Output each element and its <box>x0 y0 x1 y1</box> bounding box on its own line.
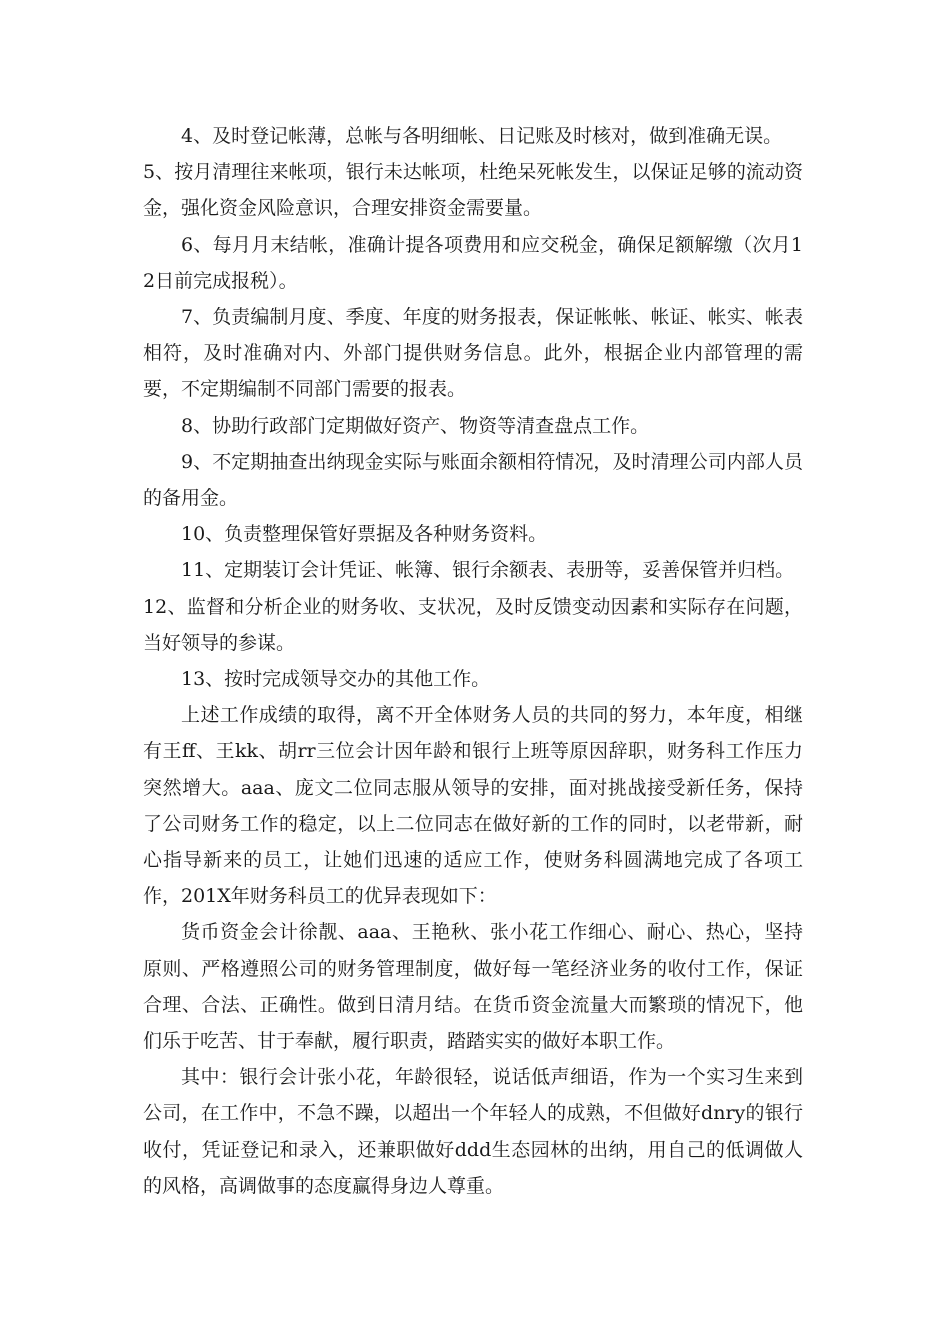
paragraph-item-10: 10、负责整理保管好票据及各种财务资料。 <box>181 523 548 546</box>
paragraph-item-11: 11、定期装订会计凭证、帐簿、银行余额表、表册等，妥善保管并归档。 <box>181 559 795 582</box>
document-page <box>143 118 803 1204</box>
paragraph-bank-accountant: 其中：银行会计张小花，年龄很轻，说话低声细语，作为一个实习生来到公司，在工作中，不急不躁，以超出一个年轻人的成熟，不但做好dnry的银行收付，凭证登记和录入，还兼职做好ddd生态园林的出纳，用自己的低调做人的风格，高调做事的态度赢得身边人尊重。 <box>143 1066 803 1197</box>
paragraph-item-13: 13、按时完成领导交办的其他工作。 <box>181 668 491 691</box>
paragraph-item-7: 7、负责编制月度、季度、年度的财务报表，保证帐帐、帐证、帐实、帐表相符，及时准确对内、外部门提供财务信息。此外，根据企业内部管理的需要，不定期编制不同部门需要的报表。 <box>143 306 803 401</box>
paragraph-item-9: 9、不定期抽查出纳现金实际与账面余额相符情况，及时清理公司内部人员的备用金。 <box>143 450 803 510</box>
paragraph-cash-accountants: 货币资金会计徐靓、aaa、王艳秋、张小花工作细心、耐心、热心，坚持原则、严格遵照公司的财务管理制度，做好每一笔经济业务的收付工作，保证合理、合法、正确性。做到日清月结。在货币资金流量大而繁琐的情况下，他们乐于吃苦、甘于奉献，履行职责，踏踏实实的做好本职工作。 <box>143 921 803 1053</box>
paragraph-item-4: 4、及时登记帐薄，总帐与各明细帐、日记账及时核对，做到准确无误。 <box>181 125 783 147</box>
paragraph-item-12: 12、监督和分析企业的财务收、支状况，及时反馈变动因素和实际存在问题，当好领导的参谋。 <box>143 595 803 654</box>
paragraph-item-8: 8、协助行政部门定期做好资产、物资等清查盘点工作。 <box>181 414 650 437</box>
paragraph-item-6: 6、每月月末结帐，准确计提各项费用和应交税金，确保足额解缴（次月12日前完成报税）。 <box>143 233 803 292</box>
paragraph-summary: 上述工作成绩的取得，离不开全体财务人员的共同的努力，本年度，相继有王ff、王kk、胡rr三位会计因年龄和银行上班等原因辞职，财务科工作压力突然增大。aaa、庞文二位同志服从领导的安排，面对挑战接受新任务，保持了公司财务工作的稳定，以上二位同志在做好新的工作的同时，以老带新，耐心指导新来的员工，让她们迅速的适应工作，使财务科圆满地完成了各项工作，201X年财务科员工的优异表现如下： <box>143 704 803 908</box>
paragraph-item-5: 5、按月清理往来帐项，银行未达帐项，杜绝呆死帐发生，以保证足够的流动资金，强化资金风险意识，合理安排资金需要量。 <box>143 161 803 220</box>
